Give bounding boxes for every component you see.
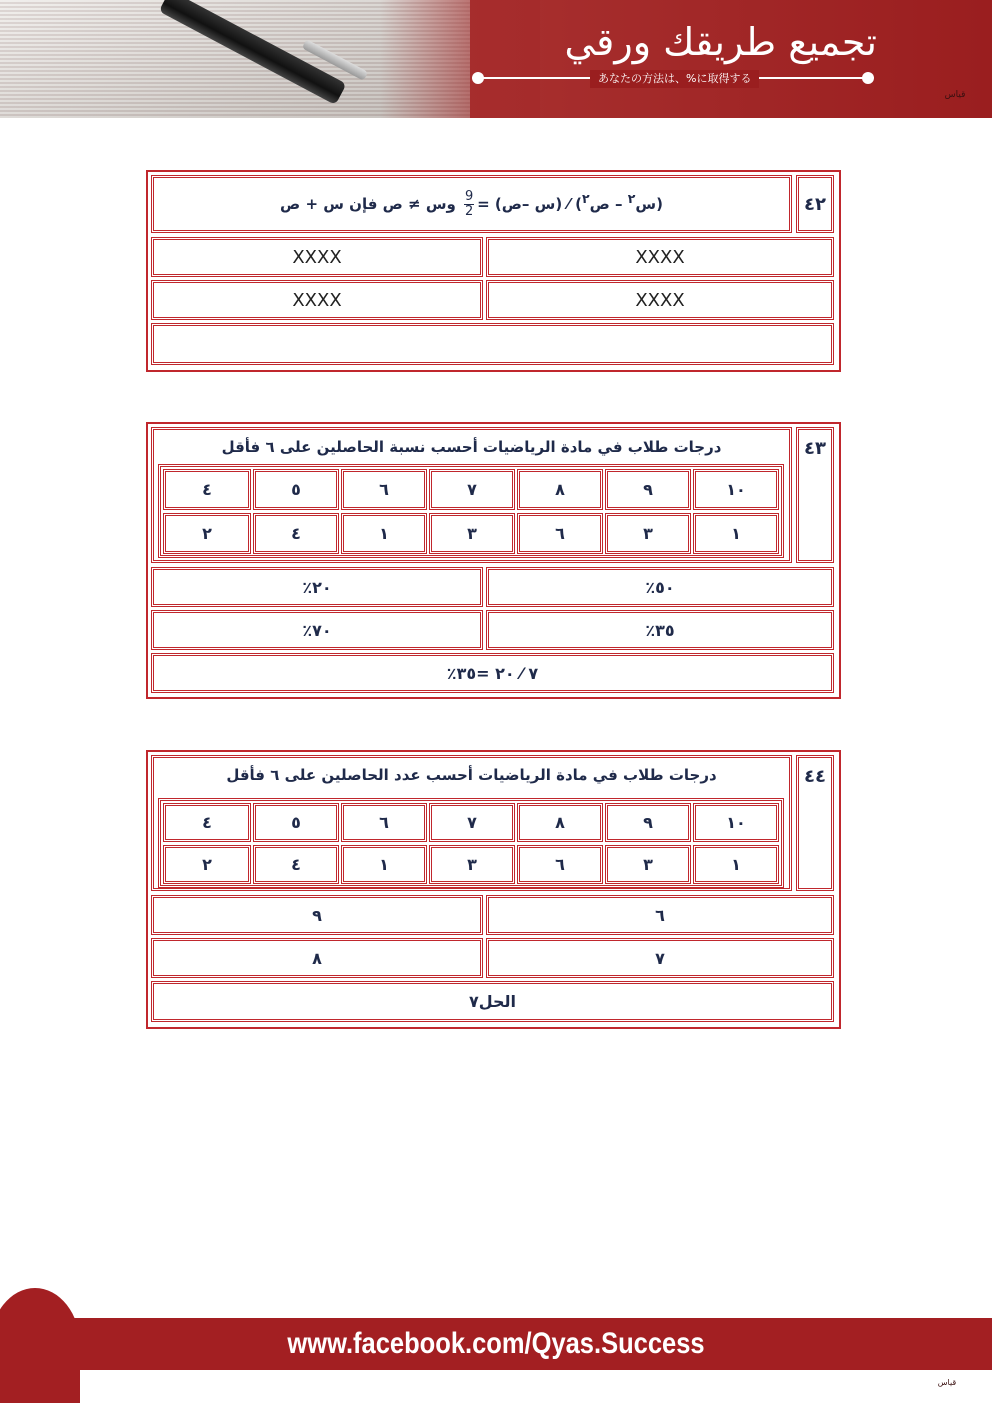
table-cell: ٩ xyxy=(605,803,691,842)
table-cell: ٤ xyxy=(163,803,251,842)
question-42-block xyxy=(146,170,841,372)
question-43-option-1[interactable]: ٪٥٠ xyxy=(486,567,834,607)
table-cell: ٦ xyxy=(341,469,427,510)
question-43-option-4[interactable]: ٪٧٠ xyxy=(151,610,483,650)
table-cell: ٢ xyxy=(163,513,251,554)
question-42-option-2[interactable]: XXXX xyxy=(151,237,483,277)
header-banner xyxy=(0,0,992,118)
table-cell: ٤ xyxy=(163,469,251,510)
question-42-option-3[interactable]: XXXX xyxy=(486,280,834,320)
question-43-prompt: درجات طلاب في مادة الرياضيات أحسب نسبة الحاصلين على ٦ فأقل xyxy=(221,438,722,456)
table-cell: ٣ xyxy=(429,513,515,554)
question-43-option-2[interactable]: ٪٢٠ xyxy=(151,567,483,607)
header-dot-left xyxy=(472,72,484,84)
table-cell: ١ xyxy=(693,513,779,554)
fraction: $\frac{9}{2}$ xyxy=(464,188,474,219)
question-44-grade-table xyxy=(158,798,784,888)
table-cell: ٦ xyxy=(517,845,603,884)
header-dot-right xyxy=(862,72,874,84)
table-cell: ٧ xyxy=(429,803,515,842)
question-42-option-4[interactable]: XXXX xyxy=(151,280,483,320)
question-42-option-1[interactable]: XXXX xyxy=(486,237,834,277)
table-cell: ٧ xyxy=(429,469,515,510)
question-43-option-3[interactable]: ٪٣٥ xyxy=(486,610,834,650)
header-title: تجميع طريقك ورقي xyxy=(564,20,877,64)
question-42-number: ٤٢ xyxy=(796,175,834,233)
table-cell: ١ xyxy=(341,513,427,554)
header-subtitle: あなたの方法は、%に取得する xyxy=(590,70,759,88)
question-44-option-1[interactable]: ٦ xyxy=(486,895,834,935)
question-44-number-cell xyxy=(796,755,834,891)
question-44-prompt: درجات طلاب في مادة الرياضيات أحسب عدد الحاصلين على ٦ فأقل xyxy=(226,766,717,784)
table-cell: ٨ xyxy=(517,803,603,842)
question-44-block xyxy=(146,750,841,1029)
question-42-prompt xyxy=(151,175,792,233)
question-42-prompt-text: (س$^٢$ – ص$^٢$) ⁄ (س –ص) = $\frac{9}{2}$ وس ≠ ص فإن س + ص xyxy=(280,188,663,219)
question-44-option-4[interactable]: ٨ xyxy=(151,938,483,978)
question-43-number-cell xyxy=(796,427,834,563)
question-42-solution xyxy=(151,323,834,365)
question-44-solution-text: الحل٧ xyxy=(468,992,517,1011)
question-44-solution xyxy=(151,981,834,1022)
question-44-number: ٤٤ xyxy=(804,766,826,787)
table-cell: ٣ xyxy=(605,845,691,884)
table-cell: ٦ xyxy=(341,803,427,842)
question-43-grade-table xyxy=(158,464,784,558)
table-cell: ٣ xyxy=(605,513,691,554)
table-cell: ١ xyxy=(341,845,427,884)
table-cell: ١٠ xyxy=(693,803,779,842)
question-43-number: ٤٣ xyxy=(804,438,826,459)
footer-url[interactable]: www.facebook.com/Qyas.Success xyxy=(287,1327,705,1360)
table-cell: ٢ xyxy=(163,845,251,884)
table-cell: ٤ xyxy=(253,513,339,554)
table-cell: ٥ xyxy=(253,803,339,842)
table-cell: ١٠ xyxy=(693,469,779,510)
question-43-solution xyxy=(151,653,834,693)
question-43-solution-text: ٧ ⁄ ٢٠ =٣٥٪ xyxy=(446,663,539,683)
header-fade xyxy=(380,0,540,118)
footer-logo: قياس xyxy=(937,1378,957,1387)
table-cell: ٥ xyxy=(253,469,339,510)
question-43-block xyxy=(146,422,841,699)
table-cell: ١ xyxy=(693,845,779,884)
table-cell: ٩ xyxy=(605,469,691,510)
table-cell: ٦ xyxy=(517,513,603,554)
question-44-option-2[interactable]: ٩ xyxy=(151,895,483,935)
table-cell: ٨ xyxy=(517,469,603,510)
table-cell: ٤ xyxy=(253,845,339,884)
question-44-option-3[interactable]: ٧ xyxy=(486,938,834,978)
table-cell: ٣ xyxy=(429,845,515,884)
header-logo: قياس xyxy=(944,90,966,100)
